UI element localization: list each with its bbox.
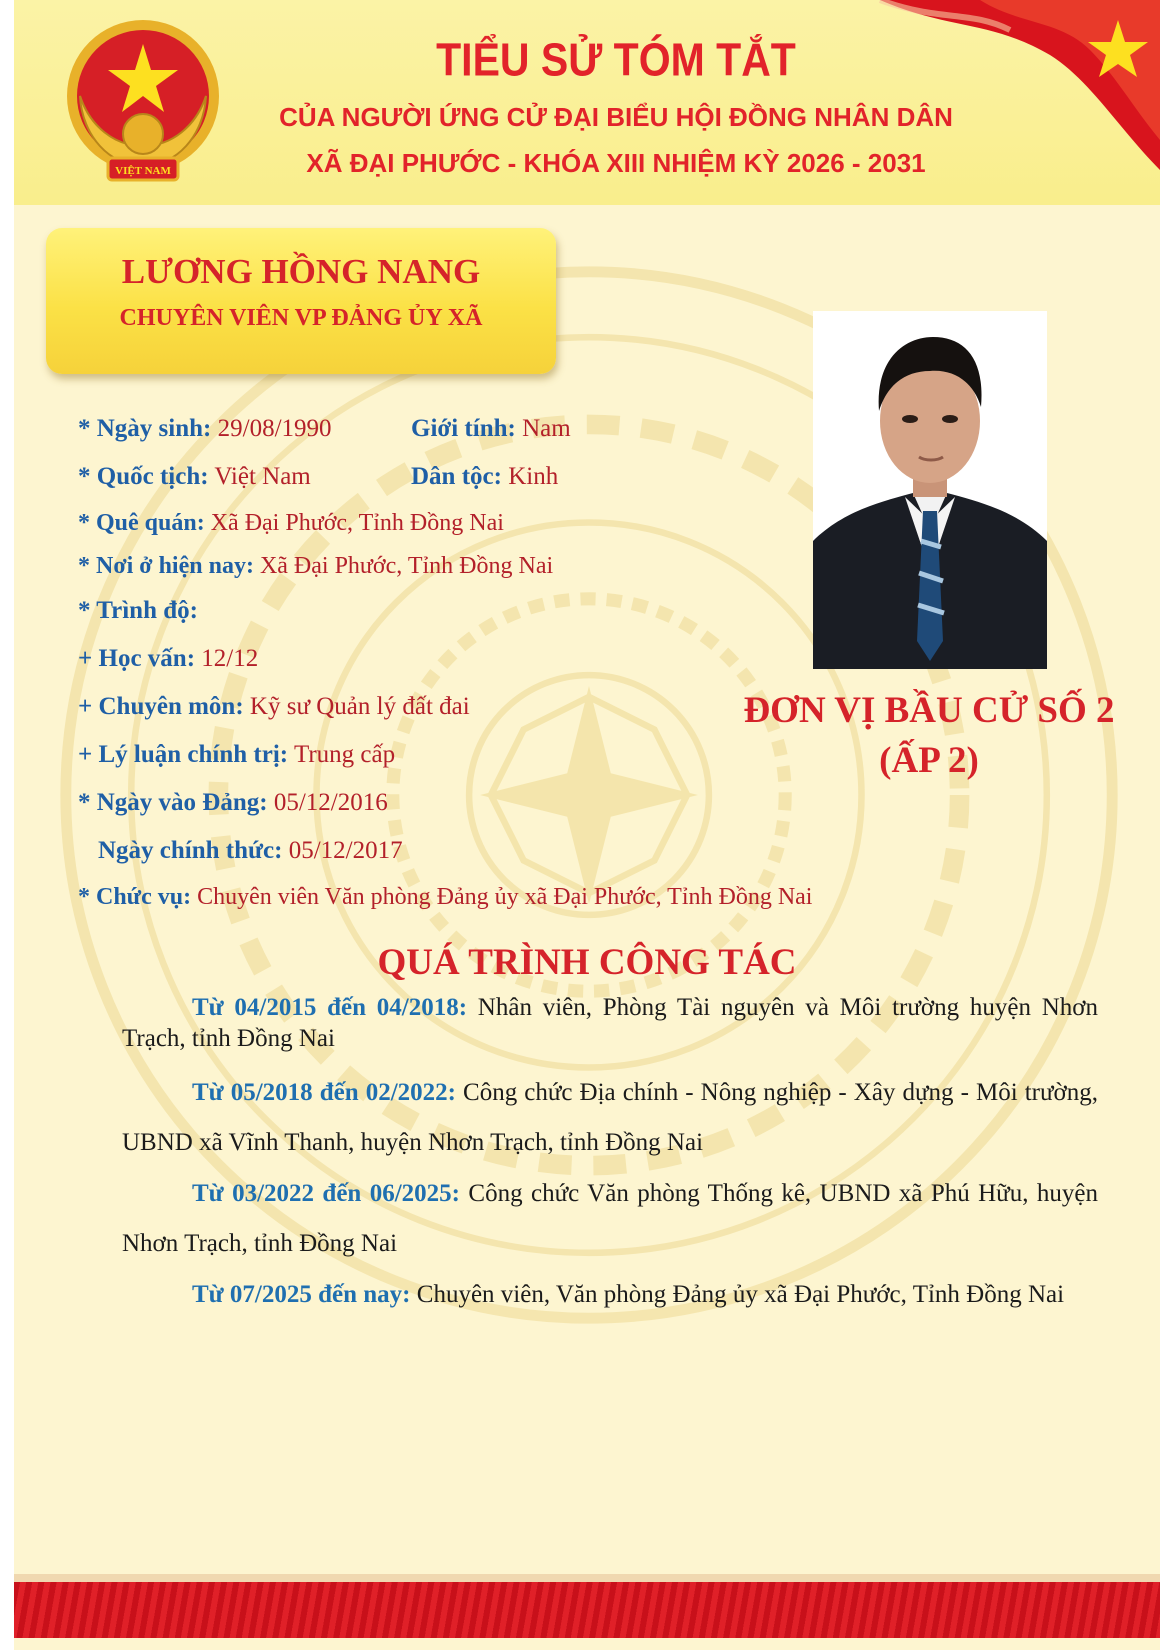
info-gender-row xyxy=(411,412,571,446)
hometown-label: * Quê quán: xyxy=(78,510,205,536)
residence-label: * Nơi ở hiện nay: xyxy=(78,553,254,579)
national-emblem-icon xyxy=(60,16,226,188)
work-period: Từ 05/2018 đến 02/2022: xyxy=(192,1079,456,1106)
nationality-label: * Quốc tịch: xyxy=(78,463,209,490)
info-party-join-row xyxy=(78,786,388,820)
political-theory-value: Trung cấp xyxy=(293,741,396,768)
gender-value: Nam xyxy=(522,415,571,442)
info-residence-row xyxy=(78,549,553,583)
work-desc: Chuyên viên, Văn phòng Đảng ủy xã Đại Phước, Tỉnh Đồng Nai xyxy=(410,1281,1065,1308)
ethnicity-label: Dân tộc: xyxy=(411,463,502,490)
hometown-value: Xã Đại Phước, Tỉnh Đồng Nai xyxy=(210,510,504,536)
portrait-image xyxy=(813,311,1047,669)
work-desc: Công chức Văn phòng Thống kê, UBND xã Phú Hữu, huyện Nhơn Trạch, tỉnh Đồng Nai xyxy=(122,1180,1098,1257)
work-desc: Công chức Địa chính - Nông nghiệp - Xây dựng - Môi trường, UBND xã Vĩnh Thanh, huyện Nhơn Trạch, tỉnh Đồng Nai xyxy=(122,1079,1098,1156)
candidate-name-box xyxy=(46,228,556,374)
work-period: Từ 04/2015 đến 04/2018: xyxy=(192,994,468,1021)
work-desc: Nhân viên, Phòng Tài nguyên và Môi trường huyện Nhơn Trạch, tỉnh Đồng Nai xyxy=(122,994,1098,1052)
info-ethnicity-row xyxy=(411,460,558,494)
candidate-photo xyxy=(813,311,1047,669)
work-history-heading: QUÁ TRÌNH CÔNG TÁC xyxy=(377,942,797,983)
residence-value: Xã Đại Phước, Tỉnh Đồng Nai xyxy=(259,553,554,579)
candidate-position: CHUYÊN VIÊN VP ĐẢNG ỦY XÃ xyxy=(119,305,483,331)
work-period: Từ 03/2022 đến 06/2025: xyxy=(192,1180,460,1207)
candidate-name: LƯƠNG HỒNG NANG xyxy=(121,252,481,291)
info-hometown-row xyxy=(78,506,504,540)
political-theory-label: + Lý luận chính trị: xyxy=(78,741,289,768)
header-text xyxy=(236,34,996,186)
footer-band xyxy=(14,1582,1160,1638)
work-item xyxy=(122,1068,1098,1168)
specialty-label: + Chuyên môn: xyxy=(78,693,244,720)
official-date-value: 05/12/2017 xyxy=(288,837,403,864)
nationality-value: Việt Nam xyxy=(214,463,311,490)
electoral-unit xyxy=(714,686,1144,786)
job-title-label: * Chức vụ: xyxy=(78,884,192,910)
ethnicity-value: Kinh xyxy=(508,463,559,490)
job-title-value: Chuyên viên Văn phòng Đảng ủy xã Đại Phước, Tỉnh Đồng Nai xyxy=(197,884,813,910)
work-item xyxy=(122,1169,1098,1269)
official-date-label: Ngày chính thức: xyxy=(98,837,283,864)
electoral-unit-line2: (ẤP 2) xyxy=(879,740,979,781)
info-title-row xyxy=(78,880,812,914)
general-education-label: + Học vấn: xyxy=(78,645,196,672)
work-item xyxy=(122,1270,1098,1320)
page-title: TIỂU SỬ TÓM TẮT xyxy=(436,34,796,86)
party-join-value: 05/12/2016 xyxy=(273,789,388,816)
info-political-row xyxy=(78,738,395,772)
info-education-row xyxy=(78,594,198,628)
electoral-unit-line1: ĐƠN VỊ BẦU CỬ SỐ 2 xyxy=(743,690,1115,731)
info-nationality-row xyxy=(78,460,311,494)
dob-label: * Ngày sinh: xyxy=(78,415,212,442)
svg-text:VIỆT NAM: VIỆT NAM xyxy=(115,165,171,177)
info-official-row xyxy=(98,834,403,868)
gender-label: Giới tính: xyxy=(411,415,516,442)
work-item xyxy=(122,992,1098,1054)
specialty-value: Kỹ sư Quản lý đất đai xyxy=(249,693,470,720)
biography-page xyxy=(14,0,1160,1650)
page-subtitle-1: CỦA NGƯỜI ỨNG CỬ ĐẠI BIỂU HỘI ĐỒNG NHÂN DÂN xyxy=(279,102,953,132)
page-subtitle-2: XÃ ĐẠI PHƯỚC - KHÓA XIII NHIỆM KỲ 2026 - 2031 xyxy=(306,148,926,178)
info-general-row xyxy=(78,642,258,676)
general-education-value: 12/12 xyxy=(201,645,259,672)
info-dob-row xyxy=(78,412,332,446)
dob-value: 29/08/1990 xyxy=(217,415,332,442)
education-label: * Trình độ: xyxy=(78,597,198,624)
work-period: Từ 07/2025 đến nay: xyxy=(192,1281,411,1308)
info-specialty-row xyxy=(78,690,470,724)
party-join-label: * Ngày vào Đảng: xyxy=(78,789,268,816)
